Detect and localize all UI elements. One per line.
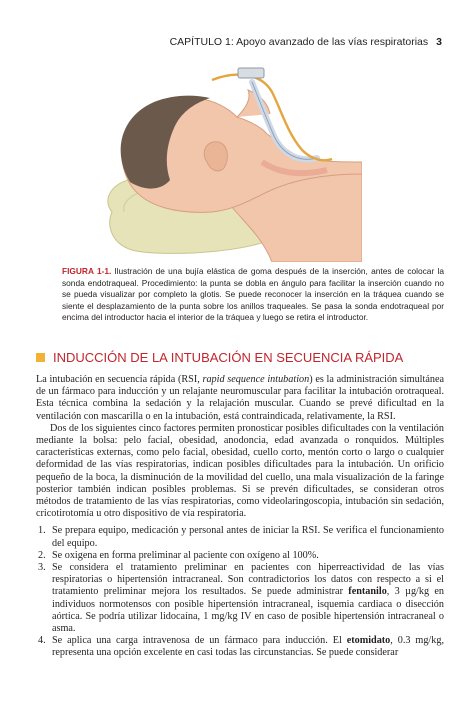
list-text-pre: Se considera el tratamiento preliminar en pacientes con hiperreactividad de las vías respiratorias o hipertensión intracraneal. Son contradictorios los datos con respecto a si el tratamiento preliminar mejora los resultados. Se puede administrar — [52, 562, 444, 598]
paragraph-1-italic: rapid sequence intubation — [202, 374, 310, 385]
drug-name: etomidato — [346, 635, 391, 647]
list-number: 1. — [38, 525, 46, 537]
figure-illustration — [62, 62, 362, 262]
list-text: Se prepara equipo, medicación y personal antes de iniciar la RSI. Se verifica el funcionamiento del equipo. — [52, 525, 444, 549]
steps-list — [36, 525, 444, 659]
list-item — [36, 550, 444, 562]
paragraph-1 — [36, 374, 444, 423]
list-text-pre: Se aplica una carga intravenosa de un fármaco para inducción. El — [52, 635, 347, 647]
list-number: 2. — [38, 549, 46, 561]
figure-caption-text: Ilustración de una bujía elástica de goma después de la inserción, antes de colocar la sonda endotraqueal. Procedimiento: la punta se dobla en ángulo para facilitar la inserción cuando no se pueda visualizar por completo la glotis. Se puede reconocer la inserción en la tráquea cuando se siente el desplazamiento de la punta sobre los anillos traqueales. Se pasa la sonda endotraqueal por encima del introductor hacia el interior de la tráquea y luego se retira el introductor. — [62, 266, 444, 323]
list-text-post: , 3 µg/kg en individuos normotensos con posible hipertensión intracraneal, isquemia cardiaca o disección aórtica. Se podría utilizar lidocaína, 1 mg/kg IV en caso de posible hipertensión intracraneal o asma. — [52, 586, 444, 635]
paragraph-1-post: ) es la administración simultánea de un fármaco para inducción y un relajante neuromuscular para facilitar la intubación orotraqueal. Esta técnica combina la sedación y la relajación muscular. Cuando se prevé dificultad en la ventilación con mascarilla o en la intubación, está contraindicada, relativamente, la RSI. — [36, 374, 445, 422]
list-text — [52, 635, 444, 659]
list-text: Se oxigena en forma preliminar al paciente con oxígeno al 100%. — [52, 549, 319, 561]
page-number: 3 — [436, 36, 442, 48]
list-number: 4. — [38, 635, 46, 647]
running-head — [170, 36, 442, 48]
paragraph-1-pre: La intubación en secuencia rápida (RSI, — [36, 374, 203, 385]
list-text-post: , 0.3 mg/kg, representa una opción excelente en casi todas las circunstancias. Se puede considerar — [52, 635, 444, 659]
list-item — [36, 525, 444, 549]
body-text — [36, 374, 444, 660]
paragraph-2: Dos de los siguientes cinco factores permiten pronosticar posibles dificultades con la ventilación mediante la bolsa: pelo facial, obesidad, anodoncia, edad avanzada o ronquidos. Múltiples características externas, como pelo facial, obesidad, cuello corto, mentón corto o largo o cualquier deformidad de las vías respiratorias, indican posibles dificultades para la intubación. Un orificio pequeño de la boca, la disminución de la movilidad del cuello, una mala visualización de la faringe posterior también indican posibles problemas. Si se prevén dificultades, se consideran otros métodos de tratamiento de las vías respiratorias, como videolaringoscopia, intubación sin sedación, cricotirotomía u otro dispositivo de vía respiratoria. — [36, 422, 444, 520]
list-item — [36, 635, 444, 659]
list-item — [36, 562, 444, 635]
tube-connector — [238, 68, 264, 78]
figure-label: FIGURA 1-1. — [62, 266, 112, 276]
section-title: INDUCCIÓN DE LA INTUBACIÓN EN SECUENCIA RÁPIDA — [53, 350, 404, 365]
chapter-title: CAPÍTULO 1: Apoyo avanzado de las vías respiratorias — [169, 36, 429, 48]
list-text — [52, 562, 444, 635]
list-number: 3. — [38, 562, 46, 574]
figure-caption — [62, 266, 444, 324]
section-heading — [36, 350, 446, 365]
section-square-icon — [36, 353, 45, 362]
drug-name: fentanilo — [348, 586, 387, 598]
